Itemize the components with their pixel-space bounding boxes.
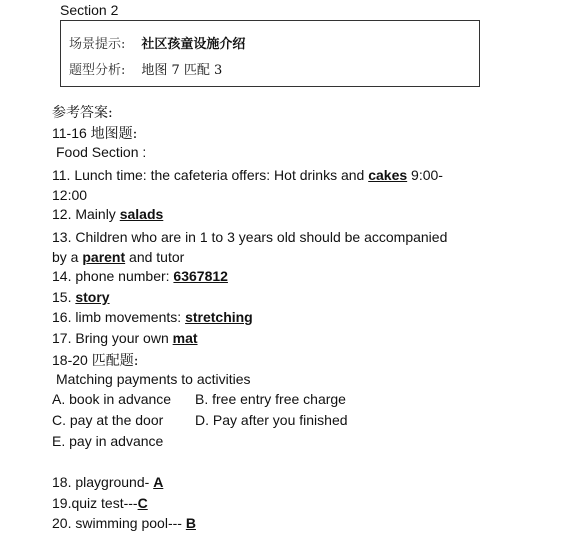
- q16-answer: stretching: [185, 309, 253, 325]
- q14-text: 14. phone number:: [52, 268, 174, 284]
- q14-answer: 6367812: [173, 268, 228, 284]
- q11-text: 11. Lunch time: the cafeteria offers: Hot drinks and: [52, 167, 369, 183]
- q16-text: 16. limb movements:: [52, 309, 186, 325]
- q12-answer: salads: [119, 206, 164, 222]
- q19-answer: C: [137, 495, 148, 511]
- q13-text: by a: [52, 249, 83, 265]
- q17-text: 17. Bring your own: [52, 330, 173, 346]
- option-a: A. book in advance: [52, 391, 172, 407]
- group2-heading: [52, 350, 138, 370]
- q15-answer: story: [75, 289, 110, 305]
- q17: [52, 330, 198, 346]
- scene-value: 社区孩童设施介绍: [141, 37, 246, 52]
- q11-line2: 12:00: [52, 187, 88, 203]
- q11-text-after: 9:00-: [407, 167, 443, 183]
- group1-heading: [52, 123, 137, 143]
- q13-text-after: and tutor: [125, 249, 185, 265]
- q18: [52, 474, 163, 490]
- q15-text: 15.: [52, 289, 76, 305]
- scene-row: [69, 33, 245, 52]
- option-d: D. Pay after you finished: [195, 412, 348, 428]
- type-row: [69, 59, 222, 78]
- option-b: B. free entry free charge: [195, 391, 346, 407]
- q12-text: 12. Mainly: [52, 206, 120, 222]
- group2-subtitle: Matching payments to activities: [56, 371, 251, 387]
- q19-text: 19.quiz test---: [52, 495, 138, 511]
- q13-answer: parent: [82, 249, 126, 265]
- answers-heading: 参考答案:: [52, 105, 113, 121]
- q16: [52, 309, 253, 325]
- q14: [52, 268, 228, 284]
- options-row-1: [52, 391, 492, 411]
- type-value: 地图 7 匹配 3: [141, 63, 223, 78]
- q20-answer: B: [185, 515, 196, 531]
- q13: [52, 227, 492, 267]
- group2-range: 18-20: [52, 352, 88, 368]
- q19: [52, 495, 148, 511]
- q11: [52, 165, 492, 205]
- info-box: [60, 20, 480, 87]
- q17-answer: mat: [172, 330, 198, 346]
- q15: [52, 289, 110, 305]
- q20: [52, 515, 196, 531]
- group1-subtitle: Food Section :: [56, 144, 147, 160]
- group2-title: 匹配题:: [91, 353, 139, 369]
- q18-text: 18. playground-: [52, 474, 154, 490]
- section-title: Section 2: [60, 2, 119, 18]
- q18-answer: A: [153, 474, 164, 490]
- q12: [52, 206, 163, 222]
- option-c: C. pay at the door: [52, 412, 164, 428]
- type-label: 题型分析:: [69, 63, 126, 78]
- scene-label: 场景提示:: [69, 37, 126, 52]
- option-e: E. pay in advance: [52, 433, 164, 449]
- group1-title: 地图题:: [90, 126, 138, 142]
- q13-line1: 13. Children who are in 1 to 3 years old should be accompanied: [52, 229, 448, 245]
- q11-answer: cakes: [368, 167, 408, 183]
- group1-range: 11-16: [52, 125, 87, 141]
- options-row-2: [52, 412, 492, 432]
- q20-text: 20. swimming pool---: [52, 515, 186, 531]
